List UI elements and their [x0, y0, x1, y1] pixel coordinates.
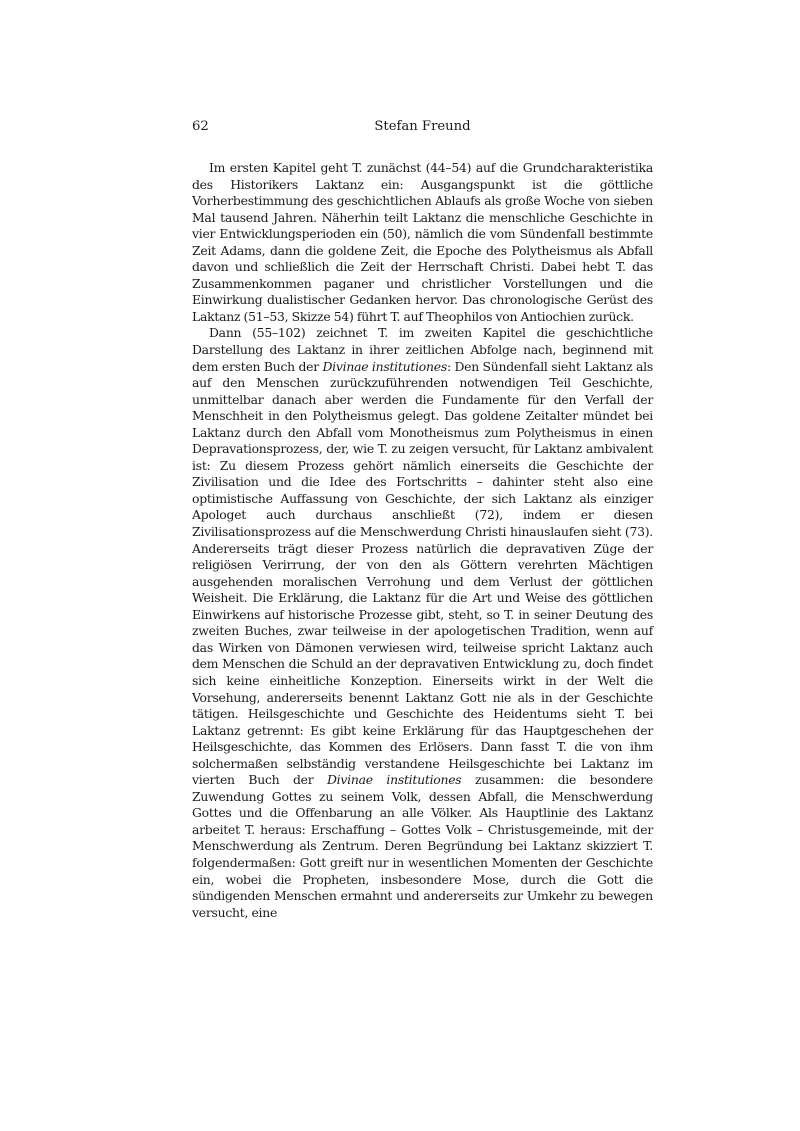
body-text	[192, 160, 653, 921]
book-title-italic: Divinae institutiones	[326, 772, 462, 788]
running-title-author: Stefan Freund	[374, 119, 471, 134]
paragraph-2-text-b: : Den Sündenfall sieht Laktanz als auf den Menschen zurückzuführenden notwendigen Teil Geschichte, unmittelbar danach aber werden die Fundamente für den Verfall der Menschheit in den Polytheismus gelegt. Das goldene Zeitalter mündet bei Laktanz durch den Abfall vom Monotheismus zum Polytheismus in einen Depravationsprozess, der, wie T. zu zeigen versucht, für Laktanz ambivalent ist: Zu diesem Prozess gehört nämlich einerseits die Geschichte der Zivilisation und die Idee des Fortschritts – dahinter steht also eine optimistische Auffassung von Geschichte, der sich Laktanz als einziger Apologet auch durchaus anschließt (72), indem er diesen Zivilisationsprozess auf die Menschwerdung Christi hinauslaufen sieht (73). Andererseits trägt dieser Prozess natürlich die depravativen Züge der religiösen Verirrung, der von den als Göttern verehrten Mächtigen ausgehenden moralischen Verrohung und dem Verlust der göttlichen Weisheit. Die Erklärung, die Laktanz für die Art und Weise des göttlichen Einwirkens auf historische Prozesse gibt, steht, so T. in seiner Deutung des zweiten Buches, zwar teilweise in der apologetischen Tradition, wenn auf das Wirken von Dämonen verwiesen wird, teilweise spricht Laktanz auch dem Menschen die Schuld an der depravativen Entwicklung zu, doch findet sich keine einheitliche Konzeption. Einerseits wirkt in der Welt die Vorsehung, andererseits benennt Laktanz Gott nie als in der Geschichte tätigen. Heilsgeschichte und Geschichte des Heidentums sieht T. bei Laktanz getrennt: Es gibt keine Erklärung für das Hauptgeschehen der Heilsgeschichte, das Kommen des Erlösers. Dann fasst T. die von ihm solchermaßen selbständig verstandene Heilsgeschichte bei Laktanz im vierten Buch der	[192, 358, 653, 788]
paragraph-2-text-a: Dann (55–102) zeichnet T. im zweiten Kapitel die geschichtliche Darstellung des Laktanz in ihrer zeitlichen Abfolge nach, beginnend mit dem ersten Buch der	[192, 325, 653, 374]
page-number: 62	[192, 119, 209, 134]
running-head	[192, 112, 653, 140]
book-title-italic: Divinae institutiones	[322, 358, 447, 374]
paragraph-1	[192, 160, 653, 325]
book-page	[192, 112, 653, 921]
paragraph-2-text-c: zusammen: die besondere Zuwendung Gottes zu seinem Volk, dessen Abfall, die Menschwerdung Gottes und die Offenbarung an alle Völker. Als Hauptlinie des Laktanz arbeitet T. heraus: Erschaffung – Gottes Volk – Christusgemeinde, mit der Menschwerdung als Zentrum. Deren Begründung bei Laktanz skizziert T. folgendermaßen: Gott greift nur in wesentlichen Momenten der Geschichte ein, wobei die Propheten, insbesondere Mose, durch die Gott die sündigenden Menschen ermahnt und andererseits zur Umkehr zu bewegen versucht, eine	[192, 772, 653, 920]
paragraph-2	[192, 325, 653, 921]
paragraph-1-text: Im ersten Kapitel geht T. zunächst (44–54) auf die Grundcharakteristika des Historikers Laktanz ein: Ausgangspunkt ist die göttliche Vorherbestimmung des geschichtlichen Ablaufs als große Woche von sieben Mal tausend Jahren. Näherhin teilt Laktanz die menschliche Geschichte in vier Entwicklungsperioden ein (50), nämlich die vom Sündenfall bestimmte Zeit Adams, dann die goldene Zeit, die Epoche des Polytheismus als Abfall davon und schließlich die Zeit der Herrschaft Christi. Dabei hebt T. das Zusammenkommen paganer und christlicher Vorstellungen und die Einwirkung dualistischer Gedanken hervor. Das chronologische Gerüst des Laktanz (51–53, Skizze 54) führt T. auf Theophilos von Antiochien zurück.	[192, 160, 653, 324]
